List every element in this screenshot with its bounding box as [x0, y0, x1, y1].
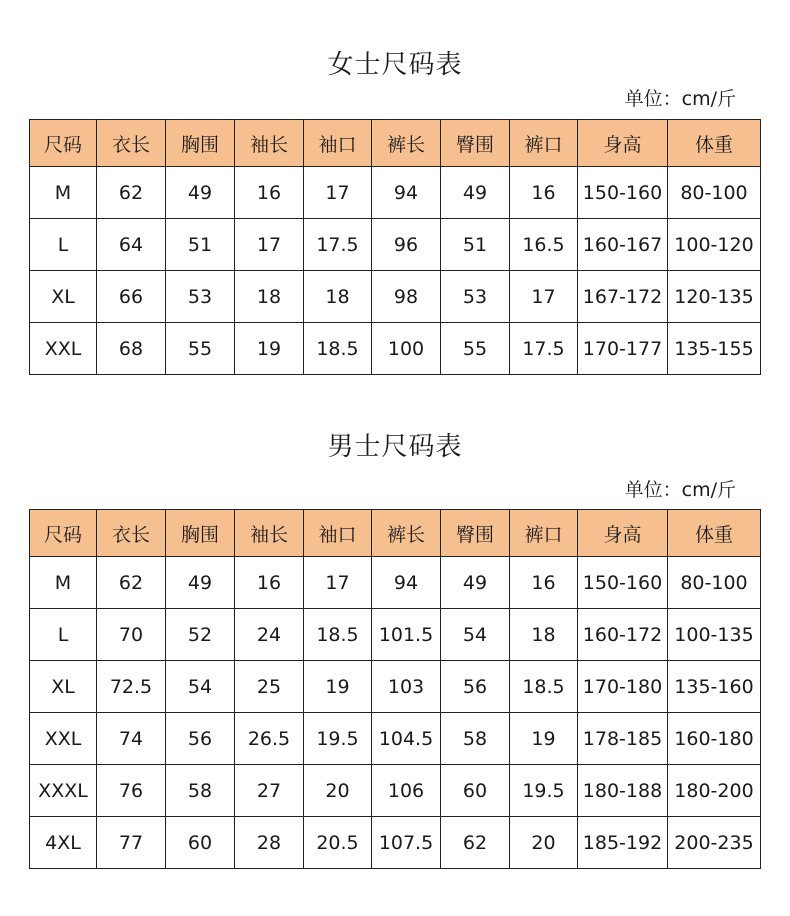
value-cell: 19.5 — [510, 765, 578, 817]
table-row — [30, 323, 761, 375]
value-cell: 72.5 — [97, 661, 166, 713]
value-cell: 16 — [235, 557, 304, 609]
table-row — [30, 661, 761, 713]
value-cell: 18.5 — [304, 323, 372, 375]
column-header: 胸围 — [166, 510, 235, 557]
column-header: 臀围 — [441, 510, 510, 557]
column-header: 衣长 — [97, 120, 166, 167]
value-cell: 64 — [97, 219, 166, 271]
table-header-row — [30, 510, 761, 557]
size-cell: XXL — [30, 323, 97, 375]
value-cell: 27 — [235, 765, 304, 817]
value-cell: 150-160 — [578, 167, 668, 219]
value-cell: 18 — [510, 609, 578, 661]
value-cell: 58 — [166, 765, 235, 817]
men-size-chart-title: 男士尺码表 — [327, 432, 463, 462]
value-cell: 170-177 — [578, 323, 668, 375]
column-header: 裤长 — [372, 510, 441, 557]
value-cell: 16 — [235, 167, 304, 219]
column-header: 袖口 — [304, 120, 372, 167]
column-header: 身高 — [578, 510, 668, 557]
value-cell: 49 — [166, 167, 235, 219]
table-row — [30, 765, 761, 817]
value-cell: 55 — [166, 323, 235, 375]
size-cell: XXL — [30, 713, 97, 765]
women-unit-label: 单位：cm/斤 — [624, 88, 736, 110]
column-header: 袖长 — [235, 120, 304, 167]
value-cell: 20 — [510, 817, 578, 869]
value-cell: 76 — [97, 765, 166, 817]
column-header: 裤长 — [372, 120, 441, 167]
value-cell: 56 — [166, 713, 235, 765]
value-cell: 51 — [441, 219, 510, 271]
value-cell: 100 — [372, 323, 441, 375]
value-cell: 62 — [97, 557, 166, 609]
value-cell: 100-120 — [668, 219, 761, 271]
value-cell: 77 — [97, 817, 166, 869]
value-cell: 28 — [235, 817, 304, 869]
size-cell: L — [30, 609, 97, 661]
value-cell: 17 — [235, 219, 304, 271]
men-unit-label: 单位：cm/斤 — [624, 479, 736, 501]
value-cell: 70 — [97, 609, 166, 661]
value-cell: 18.5 — [510, 661, 578, 713]
value-cell: 68 — [97, 323, 166, 375]
value-cell: 185-192 — [578, 817, 668, 869]
size-cell: XL — [30, 661, 97, 713]
table-row — [30, 219, 761, 271]
table-row — [30, 713, 761, 765]
size-cell: M — [30, 557, 97, 609]
value-cell: 62 — [97, 167, 166, 219]
column-header: 衣长 — [97, 510, 166, 557]
value-cell: 25 — [235, 661, 304, 713]
size-cell: XL — [30, 271, 97, 323]
column-header: 胸围 — [166, 120, 235, 167]
value-cell: 52 — [166, 609, 235, 661]
value-cell: 94 — [372, 557, 441, 609]
value-cell: 180-200 — [668, 765, 761, 817]
value-cell: 17.5 — [304, 219, 372, 271]
value-cell: 49 — [441, 167, 510, 219]
column-header: 袖口 — [304, 510, 372, 557]
size-cell: L — [30, 219, 97, 271]
size-cell: M — [30, 167, 97, 219]
value-cell: 58 — [441, 713, 510, 765]
value-cell: 120-135 — [668, 271, 761, 323]
value-cell: 54 — [441, 609, 510, 661]
women-size-chart-title: 女士尺码表 — [327, 50, 463, 80]
value-cell: 98 — [372, 271, 441, 323]
column-header: 体重 — [668, 120, 761, 167]
value-cell: 24 — [235, 609, 304, 661]
value-cell: 20.5 — [304, 817, 372, 869]
size-cell: XXXL — [30, 765, 97, 817]
value-cell: 80-100 — [668, 557, 761, 609]
value-cell: 26.5 — [235, 713, 304, 765]
value-cell: 19 — [304, 661, 372, 713]
size-cell: 4XL — [30, 817, 97, 869]
value-cell: 150-160 — [578, 557, 668, 609]
women-size-table — [29, 119, 761, 375]
value-cell: 160-167 — [578, 219, 668, 271]
value-cell: 20 — [304, 765, 372, 817]
value-cell: 55 — [441, 323, 510, 375]
value-cell: 101.5 — [372, 609, 441, 661]
value-cell: 49 — [166, 557, 235, 609]
value-cell: 160-180 — [668, 713, 761, 765]
value-cell: 49 — [441, 557, 510, 609]
value-cell: 104.5 — [372, 713, 441, 765]
column-header: 体重 — [668, 510, 761, 557]
value-cell: 74 — [97, 713, 166, 765]
value-cell: 53 — [166, 271, 235, 323]
value-cell: 66 — [97, 271, 166, 323]
table-row — [30, 271, 761, 323]
value-cell: 19.5 — [304, 713, 372, 765]
table-header-row — [30, 120, 761, 167]
value-cell: 60 — [166, 817, 235, 869]
value-cell: 167-172 — [578, 271, 668, 323]
value-cell: 17 — [304, 167, 372, 219]
value-cell: 16 — [510, 167, 578, 219]
value-cell: 94 — [372, 167, 441, 219]
value-cell: 19 — [510, 713, 578, 765]
value-cell: 106 — [372, 765, 441, 817]
table-row — [30, 817, 761, 869]
column-header: 裤口 — [510, 510, 578, 557]
value-cell: 16.5 — [510, 219, 578, 271]
table-row — [30, 609, 761, 661]
value-cell: 19 — [235, 323, 304, 375]
value-cell: 17 — [304, 557, 372, 609]
value-cell: 135-160 — [668, 661, 761, 713]
value-cell: 16 — [510, 557, 578, 609]
value-cell: 51 — [166, 219, 235, 271]
table-row — [30, 167, 761, 219]
value-cell: 60 — [441, 765, 510, 817]
value-cell: 135-155 — [668, 323, 761, 375]
value-cell: 18 — [304, 271, 372, 323]
value-cell: 54 — [166, 661, 235, 713]
value-cell: 170-180 — [578, 661, 668, 713]
value-cell: 17.5 — [510, 323, 578, 375]
column-header: 臀围 — [441, 120, 510, 167]
men-size-table — [29, 509, 761, 869]
column-header: 尺码 — [30, 510, 97, 557]
value-cell: 100-135 — [668, 609, 761, 661]
table-row — [30, 557, 761, 609]
column-header: 袖长 — [235, 510, 304, 557]
value-cell: 107.5 — [372, 817, 441, 869]
value-cell: 103 — [372, 661, 441, 713]
value-cell: 80-100 — [668, 167, 761, 219]
value-cell: 200-235 — [668, 817, 761, 869]
value-cell: 53 — [441, 271, 510, 323]
column-header: 尺码 — [30, 120, 97, 167]
value-cell: 178-185 — [578, 713, 668, 765]
value-cell: 18.5 — [304, 609, 372, 661]
value-cell: 160-172 — [578, 609, 668, 661]
value-cell: 56 — [441, 661, 510, 713]
value-cell: 18 — [235, 271, 304, 323]
column-header: 身高 — [578, 120, 668, 167]
value-cell: 62 — [441, 817, 510, 869]
value-cell: 96 — [372, 219, 441, 271]
value-cell: 180-188 — [578, 765, 668, 817]
value-cell: 17 — [510, 271, 578, 323]
column-header: 裤口 — [510, 120, 578, 167]
